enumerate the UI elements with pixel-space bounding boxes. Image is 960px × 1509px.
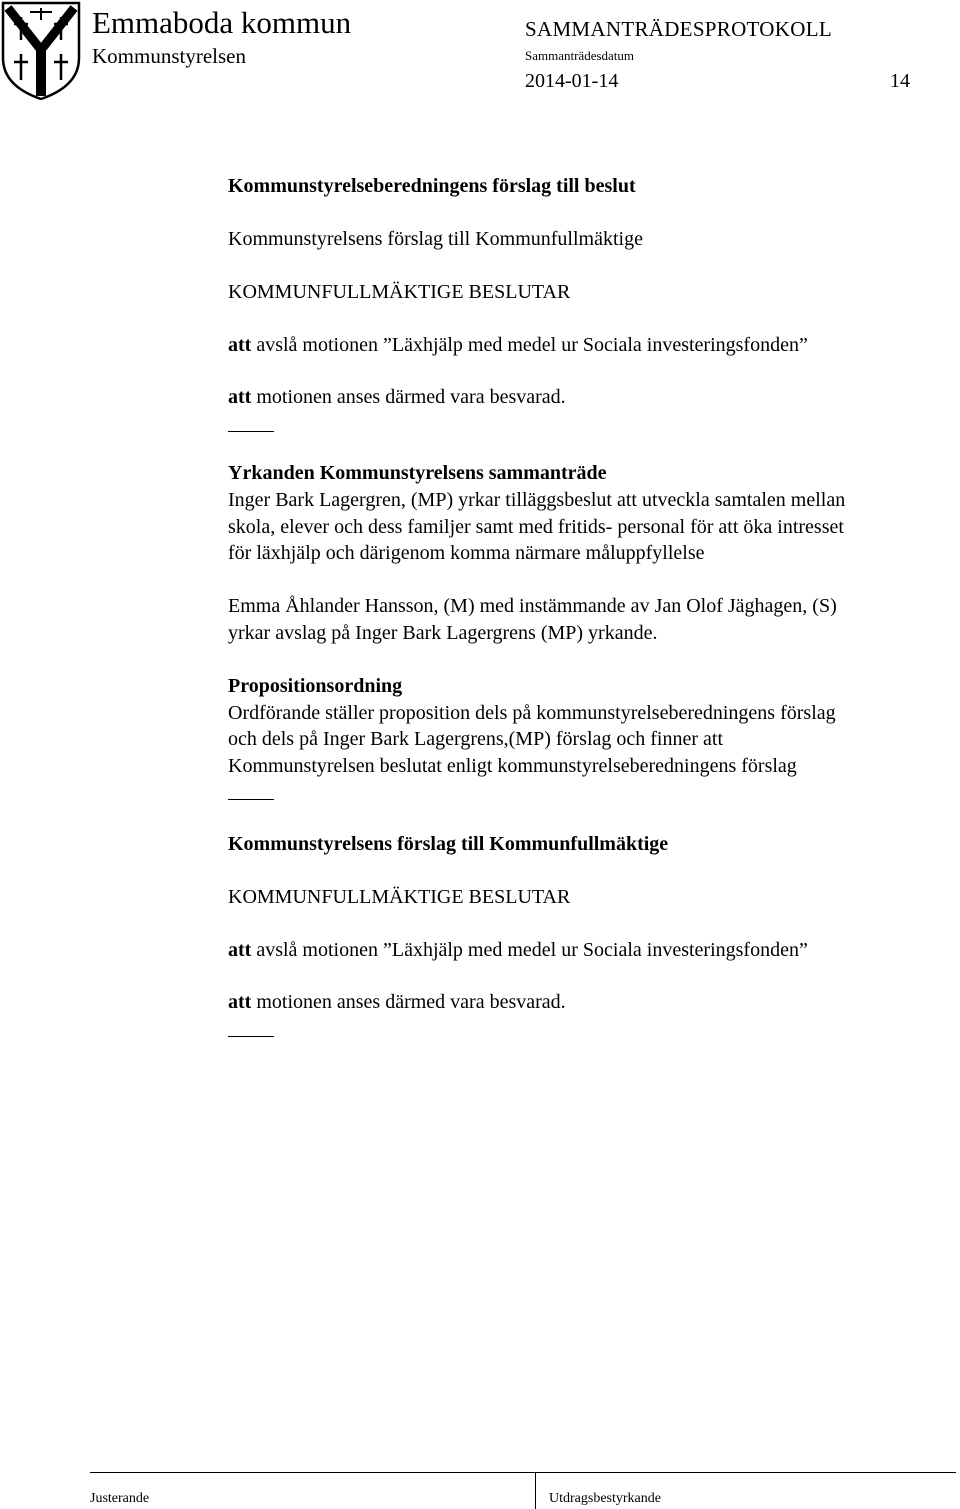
meeting-date: 2014-01-14	[525, 70, 619, 92]
decision-text: avslå motionen ”Läxhjälp med medel ur Sociala investeringsfonden”	[251, 334, 808, 356]
yrkande-line: för läxhjälp och därigenom komma närmare måluppfyllelse	[228, 542, 705, 564]
proposition-line: och dels på Inger Bark Lagergrens,(MP) förslag och finner att	[228, 728, 724, 750]
section-divider	[228, 1036, 274, 1037]
page-number: 14	[890, 70, 910, 92]
att-keyword: att	[228, 386, 252, 408]
kf-decides-text: KOMMUNFULLMÄKTIGE BESLUTAR	[228, 886, 571, 908]
footer-separator	[535, 1472, 536, 1509]
heading-yrkanden: Yrkanden Kommunstyrelsens sammanträde	[228, 462, 607, 484]
att-keyword: att	[228, 939, 252, 961]
kf-decides-text: KOMMUNFULLMÄKTIGE BESLUTAR	[228, 281, 571, 303]
decision-text: motionen anses därmed vara besvarad.	[251, 991, 566, 1013]
board-name: Kommunstyrelsen	[92, 44, 246, 68]
section-divider	[228, 799, 274, 800]
ks-proposal-text: Kommunstyrelsens förslag till Kommunfullmäktige	[228, 228, 643, 250]
yrkande-line: yrkar avslag på Inger Bark Lagergrens (MP) yrkande.	[228, 622, 658, 644]
decision-paragraph	[228, 332, 808, 359]
proposition-line: Ordförande ställer proposition dels på kommunstyrelseberedningens förslag	[228, 702, 836, 724]
decision-paragraph	[228, 384, 566, 411]
date-label: Sammanträdesdatum	[525, 48, 635, 63]
decision-paragraph	[228, 937, 808, 964]
utdragsbestyrkande-label: Utdragsbestyrkande	[549, 1491, 661, 1506]
coat-of-arms-logo	[0, 0, 82, 100]
heading-proposition: Propositionsordning	[228, 675, 403, 697]
heading-beredning: Kommunstyrelseberedningens förslag till beslut	[228, 175, 636, 197]
heading-ks-proposal: Kommunstyrelsens förslag till Kommunfullmäktige	[228, 833, 669, 855]
decision-paragraph	[228, 989, 566, 1016]
proposition-line: Kommunstyrelsen beslutat enligt kommunstyrelseberedningens förslag	[228, 755, 797, 777]
section-divider	[228, 431, 274, 432]
yrkande-line: Inger Bark Lagergren, (MP) yrkar tilläggsbeslut att utveckla samtalen mellan	[228, 489, 846, 511]
document-type: SAMMANTRÄDESPROTOKOLL	[525, 17, 832, 41]
yrkande-line: Emma Åhlander Hansson, (M) med instämmande av Jan Olof Jäghagen, (S)	[228, 595, 837, 617]
decision-text: motionen anses därmed vara besvarad.	[251, 386, 566, 408]
decision-text: avslå motionen ”Läxhjälp med medel ur Sociala investeringsfonden”	[251, 939, 808, 961]
footer-rule	[90, 1472, 956, 1473]
municipality-name: Emmaboda kommun	[92, 5, 352, 40]
yrkande-line: skola, elever och dess familjer samt med fritids- personal för att öka intresset	[228, 516, 844, 538]
att-keyword: att	[228, 334, 252, 356]
att-keyword: att	[228, 991, 252, 1013]
justerande-label: Justerande	[90, 1491, 150, 1506]
